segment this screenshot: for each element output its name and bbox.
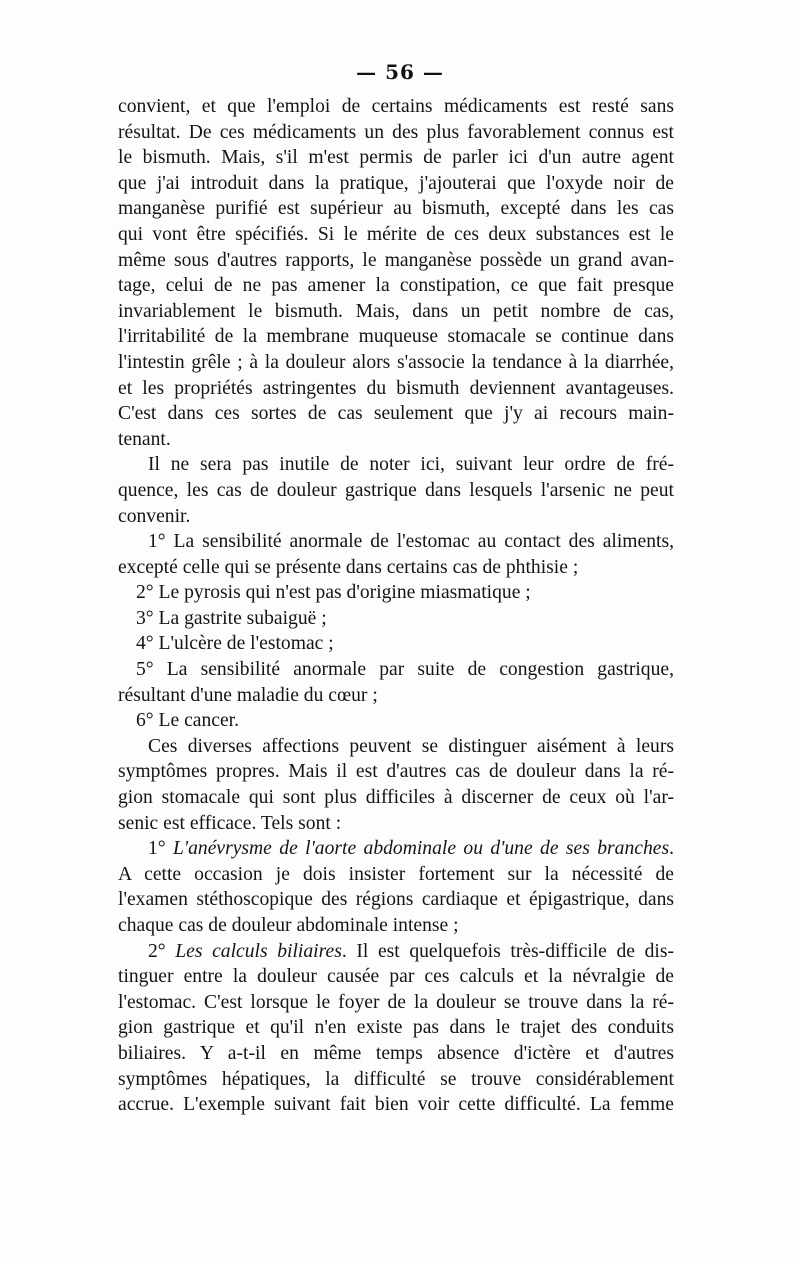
text-line: que j'ai introduit dans la pratique, j'ajouterai que l'oxyde noir de [118, 172, 674, 194]
text-line: symptômes propres. Mais il est d'autres cas de douleur dans la ré- [118, 761, 674, 783]
item-suffix: . [669, 838, 674, 860]
text-line-italic [118, 939, 674, 965]
text-line: symptômes hépatiques, la difficulté se trouve considérablement [118, 1068, 674, 1090]
text-line: A cette occasion je dois insister fortement sur la nécessité de [118, 863, 674, 885]
text-line: convient, et que l'emploi de certains médicaments est resté sans [118, 96, 674, 117]
text-line: manganèse purifié est supérieur au bismuth, excepté dans les cas [118, 198, 674, 220]
text-line: gion stomacale qui sont plus difficiles à discerner de ceux où l'ar- [118, 787, 674, 809]
text-line: et les propriétés astringentes du bismuth deviennent avantageuses. [118, 377, 674, 399]
text-line: résultant d'une maladie du cœur ; [118, 684, 378, 706]
text-line: 2° Le pyrosis qui n'est pas d'origine miasmatique ; [136, 582, 531, 604]
text-line: même sous d'autres rapports, le manganèse possède un grand avan- [118, 249, 674, 271]
text-line: 5° La sensibilité anormale par suite de congestion gastrique, [136, 659, 674, 681]
text-line: tinguer entre la douleur causée par ces calculs et la névralgie de [118, 966, 674, 988]
italic-phrase: L'anévrysme de l'aorte abdominale ou d'une de ses branches [173, 838, 670, 860]
text-line: 3° La gastrite subaiguë ; [136, 607, 327, 629]
body-text [118, 94, 674, 1118]
text-line: résultat. De ces médicaments un des plus favorablement connus est [118, 121, 674, 143]
text-line-italic [118, 836, 674, 862]
text-line: qui vont être spécifiés. Si le mérite de ces deux substances est le [118, 223, 674, 245]
text-line: 6° Le cancer. [136, 710, 240, 732]
text-line: le bismuth. Mais, s'il m'est permis de parler ici d'un autre agent [118, 147, 674, 169]
text-line: Ces diverses affections peuvent se distinguer aisément à leurs [148, 735, 674, 757]
text-line: convenir. [118, 505, 191, 527]
text-line: chaque cas de douleur abdominale intense ; [118, 915, 459, 936]
text-line: tenant. [118, 428, 171, 450]
text-line: invariablement le bismuth. Mais, dans un petit nombre de cas, [118, 300, 674, 322]
text-line: Il ne sera pas inutile de noter ici, suivant leur ordre de fré- [148, 454, 674, 476]
text-line: biliaires. Y a-t-il en même temps absence d'ictère et d'autres [118, 1042, 674, 1064]
text-line: quence, les cas de douleur gastrique dans lesquels l'arsenic ne peut [118, 479, 674, 501]
text-line: l'examen stéthoscopique des régions cardiaque et épigastrique, dans [118, 889, 674, 911]
item-prefix: 1° [148, 838, 174, 860]
text-line: l'intestin grêle ; à la douleur alors s'associe la tendance à la diarrhée, [118, 351, 674, 373]
text-line: excepté celle qui se présente dans certains cas de phthisie ; [118, 556, 579, 578]
text-line: gion gastrique et qu'il n'en existe pas dans le trajet des conduits [118, 1017, 674, 1039]
page-number: — 56 — [356, 60, 444, 84]
text-line: 4° L'ulcère de l'estomac ; [136, 633, 334, 655]
item-suffix: . Il est quelquefois très-difficile de dis- [341, 940, 674, 962]
text-line: C'est dans ces sortes de cas seulement que j'y ai recours main- [118, 403, 674, 425]
text-line: tage, celui de ne pas amener la constipation, ce que fait presque [118, 275, 674, 297]
text-line: 1° La sensibilité anormale de l'estomac au contact des aliments, [148, 531, 674, 553]
italic-phrase: Les calculs biliaires [175, 940, 342, 962]
text-line: senic est efficace. Tels sont : [118, 812, 342, 834]
text-line: l'estomac. C'est lorsque le foyer de la douleur se trouve dans la ré- [118, 991, 674, 1013]
item-prefix: 2° [148, 940, 176, 962]
text-line: accrue. L'exemple suivant fait bien voir cette difficulté. La femme [118, 1094, 674, 1116]
text-line: l'irritabilité de la membrane muqueuse stomacale se continue dans [118, 326, 674, 348]
